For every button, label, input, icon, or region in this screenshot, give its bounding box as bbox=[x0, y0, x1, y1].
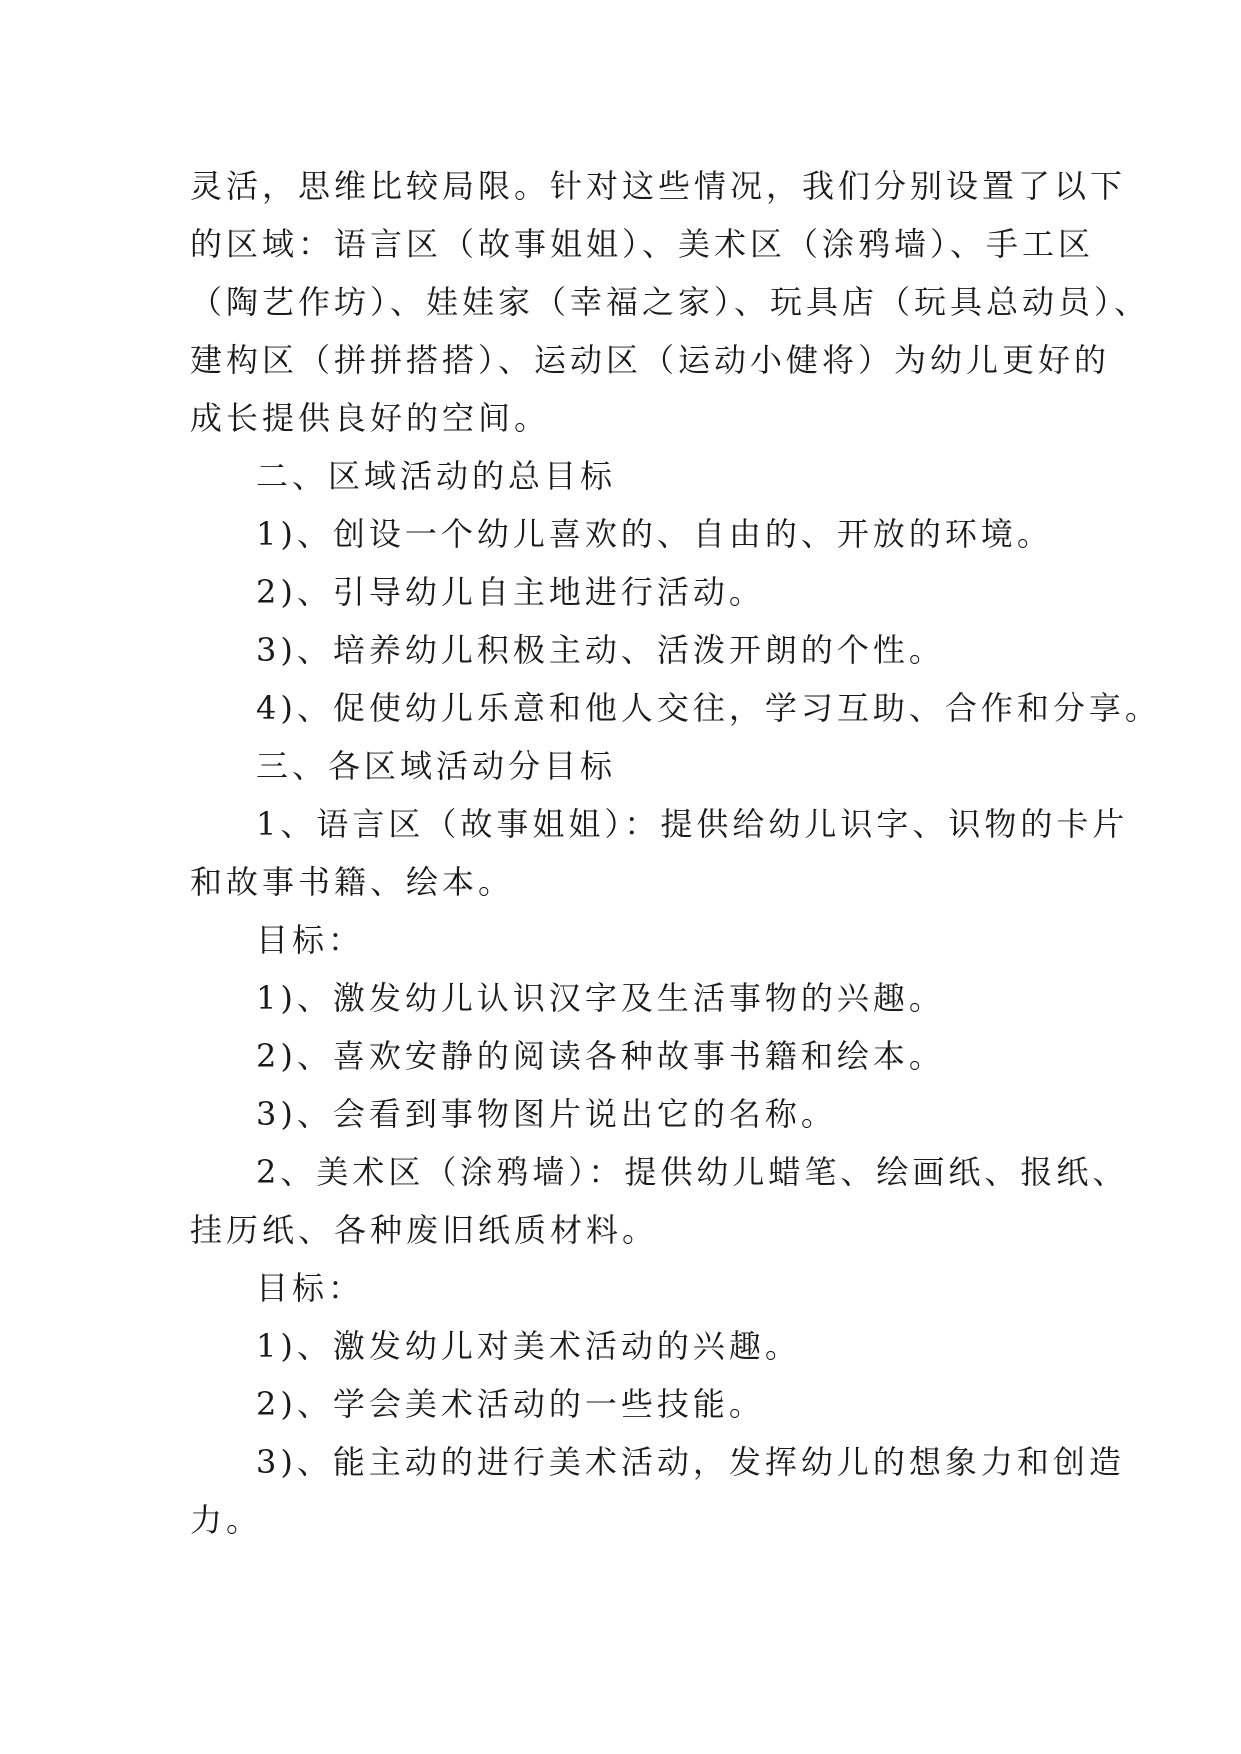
text-line: （陶艺作坊）、娃娃家（幸福之家）、玩具店（玩具总动员）、 bbox=[190, 283, 1151, 321]
text-line: 建构区（拼拼搭搭）、运动区（运动小健将）为幼儿更好的 bbox=[190, 341, 1111, 379]
text-line: 灵活，思维比较局限。针对这些情况，我们分别设置了以下 bbox=[190, 167, 1127, 205]
text-line: 的区域：语言区（故事姐姐）、美术区（涂鸦墙）、手工区 bbox=[190, 225, 1095, 263]
subheading: 目标： bbox=[256, 921, 365, 959]
text-line: 成长提供良好的空间。 bbox=[190, 399, 551, 437]
list-item: 2)、引导幼儿自主地进行活动。 bbox=[256, 573, 765, 611]
text-line: 1、语言区（故事姐姐）：提供给幼儿识字、识物的卡片 bbox=[256, 805, 1129, 843]
document-body bbox=[190, 157, 1161, 1549]
section-heading: 二、区域活动的总目标 bbox=[256, 457, 617, 495]
section-heading: 三、各区域活动分目标 bbox=[256, 747, 617, 785]
text-line: 力。 bbox=[190, 1501, 263, 1539]
list-item: 1)、激发幼儿对美术活动的兴趣。 bbox=[256, 1327, 801, 1365]
list-item: 4)、促使幼儿乐意和他人交往，学习互助、合作和分享。 bbox=[256, 689, 1161, 727]
text-line: 挂历纸、各种废旧纸质材料。 bbox=[190, 1211, 659, 1249]
list-item: 1)、激发幼儿认识汉字及生活事物的兴趣。 bbox=[256, 979, 945, 1017]
list-item: 2)、喜欢安静的阅读各种故事书籍和绘本。 bbox=[256, 1037, 945, 1075]
list-item: 3)、能主动的进行美术活动，发挥幼儿的想象力和创造 bbox=[256, 1443, 1125, 1481]
subheading: 目标： bbox=[256, 1269, 365, 1307]
list-item: 2)、学会美术活动的一些技能。 bbox=[256, 1385, 765, 1423]
text-line: 2、美术区（涂鸦墙）：提供幼儿蜡笔、绘画纸、报纸、 bbox=[256, 1153, 1129, 1191]
text-line: 和故事书籍、绘本。 bbox=[190, 863, 515, 901]
list-item: 3)、培养幼儿积极主动、活泼开朗的个性。 bbox=[256, 631, 945, 669]
list-item: 1)、创设一个幼儿喜欢的、自由的、开放的环境。 bbox=[256, 515, 1053, 553]
list-item: 3)、会看到事物图片说出它的名称。 bbox=[256, 1095, 837, 1133]
